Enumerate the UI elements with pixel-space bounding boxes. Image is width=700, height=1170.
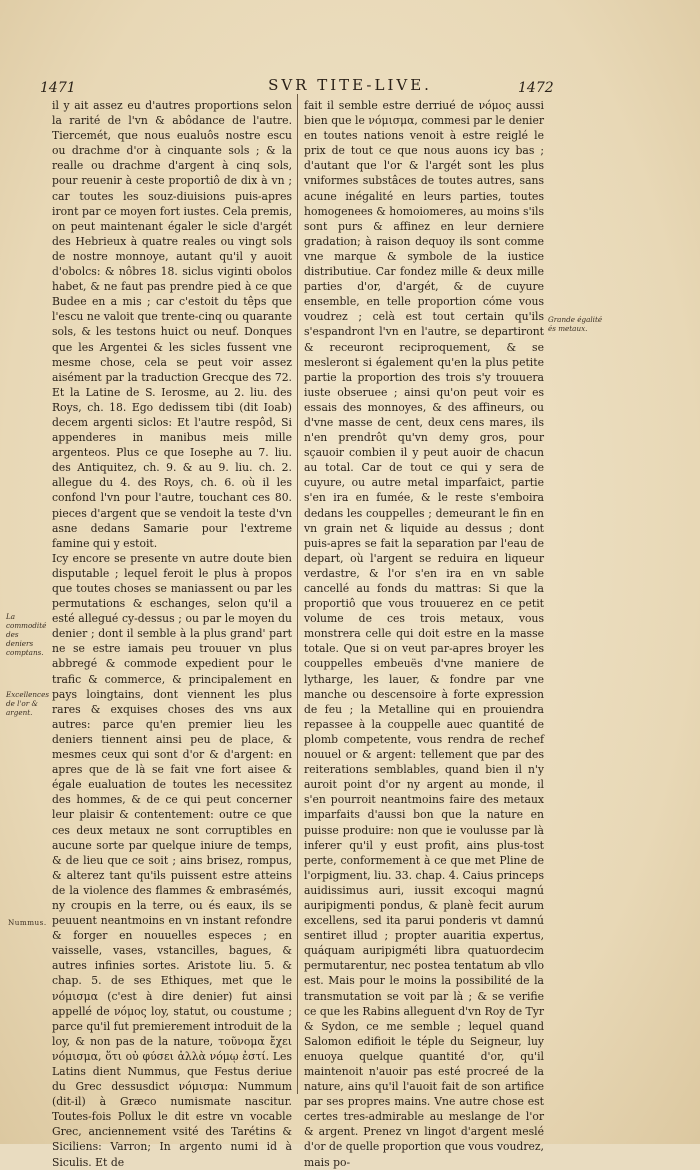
right-paragraph-1: fait il semble estre derriué de νόμος aussi bien que le νόμισμα, commesi par le denier en toutes nations venoit à estre reiglé le prix de tout ce que nous auons icy bas ; d'autant que l'or & l'argét sont les plus vniformes substâces de toutes autres, sans acune inégalité en leurs parties, toutes homogenees & homoiomeres, au moins s'ils sont purs & affinez en leur derniere gradation; à raison dequoy ils sont comme vne marque & symbole de la iustice distributiue. Car fondez mille & deux mille parties d'or, d'argét, & de cuyure ensemble, en telle proportion cóme vous voudrez ; celà est tout certain qu'ils s'espandront l'vn en l'autre, se departiront & receuront reciproquement, & se mesleront si également qu'en la plus petite partie la proportion des trois s'y trouuera iuste obseruee ; ainsi qu'on peut voir es essais des monnoyes, & des affineurs, ou d'vne masse de cent, deux cens mares, ils n'en prendrôt qu'vn demy gros, pour sçauoir combien il y peut auoir de chacun au total. Car de tout ce qui y sera de cuyure, ou autre metal imparfaict, partie s'en ira en fumée, & le reste s'emboira dedans les couppelles ; demeurant le fin en vn grain net & liquide au dessus ; dont puis-apres se fait la separation par l'eau de depart, où l'argent se reduira en liqueur verdastre, & l'or s'en ira en vn sable cancellé au fonds du mattras: Si que la proportiô que vous trouuerez en ce petit volume de ces trois metaux, vous monstrera celle qui doit estre en la masse totale. Que si on veut par-apres broyer les couppelles embeuës d'vne maniere de lytharge, les lauer, & fondre par vne manche ou descensoire à forte expression de feu ; la Metalline qui en prouiendra repassee à la couppelle auec quantité de plomb competente, vous rendra de rechef nouuel or & argent: tellement que par des reiterations semblables, quand bien il n'y auroit point d'or ny argent au monde, il s'en pourroit neantmoins faire des metaux imparfaits d'aussi bon que la nature en puisse produire: non que ie voulusse par là inferer qu'il y eust profit, ains plus-tost perte, conformement à ce que met Pline de l'orpigment, liu. 33. chap. 4. Caius princeps auidissimus auri, iussit excoqui magnú auripigmenti pondus, & planè fecit aurum excellens, sed ita parui ponderis vt damnú sentiret illud ; propter auaritia expertus, quáquam auripigméti libra quatuordecim permutarentur, nec postea tentatum ab vllo est. Mais pour le moins la possibilité de la transmutation se voit par là ; & se verifie ce que les Rabins alleguent d'vn Roy de Tyr & Sydon, ce me semble ; lequel quand Salomon edifioit le téple du Seigneur, luy enuoya quelque quantité d'or, qu'il maintenoit n'auoir pas esté procreé de la nature, ains qu'il l'auoit fait de son artifice par ses propres mains. Vne autre chose est certes tres-admirable au meslange de l'or & argent. Prenez vn lingot d'argent meslé d'or de quelle proportion que vous voudrez, mais po- [304, 99, 544, 1169]
running-head [0, 74, 700, 98]
page-number-left: 1471 [40, 80, 76, 96]
margin-note-nummus: Nummus. [8, 918, 47, 927]
running-title: SVR TITE-LIVE. [268, 76, 432, 94]
left-paragraph-2: Icy encore se presente vn autre doute bien disputable ; lequel feroit le plus à propos que toutes choses se maniassent ou par les permutations & eschanges, selon qu'il a esté allegué cy-dessus ; ou par le moyen du denier ; dont il semble à la plus grand' part ne se estre iamais peu trouuer vn plus abbregé & commode expedient pour le trafic & commerce, & principalement en pays loingtains, dont viennent les plus rares & exquises choses des vns aux autres: parce qu'en premier lieu les deniers tiennent ainsi peu de place, & mesmes ceux qui sont d'or & d'argent: en apres que de là se fait vne fort aisee & égale eualuation de toutes les necessitez des hommes, & de ce qui peut concerner leur plaisir & contentement: outre ce que ces deux metaux ne sont corruptibles en aucune sorte par quelque iniure de temps, & de lieu que ce soit ; ains brisez, rompus, & alterez tant qu'ils puissent estre atteins de la violence des flammes & embrasémés, ny croupis en la terre, ou és eaux, ils se peuuent neantmoins en vn instant refondre & forger en nouuelles especes ; en vaisselle, vases, vstancilles, bagues, & autres infinies sortes. Aristote liu. 5. & chap. 5. de ses Ethiques, met que le νόμισμα (c'est à dire denier) fut ainsi appellé de νόμος loy, statut, ou coustume ; parce qu'il fut premierement introduit de la loy, & non pas de la nature, τοῦνομα ἔχει νόμισμα, ὅτι οὐ φύσει ἀλλὰ νόμῳ ἐστί. Les Latins dient Nummus, que Festus deriue du Grec dessusdict νόμισμα: Nummum (dit-il) à Græco numismate nascitur. Toutes-fois Pollux le dit estre vn vocable Grec, anciennement vsité des Tarétins & Siciliens: Varron; In argento numi id à Siculis. Et de [52, 551, 292, 1169]
page-number-right: 1472 [518, 80, 554, 96]
left-paragraph-1: il y ait assez eu d'autres proportions selon la rarité de l'vn & abôdance de l'autre. Tiercemét, que nous eualuôs nostre escu ou drachme d'or à cinquante sols ; & la realle ou drachme d'argent à cinq sols, pour reuenir à ceste proportiô de dix à vn ; car toutes les souz-diuisions puis-apres iront par ce moyen fort iustes. Cela premis, on peut maintenant égaler le sicle d'argét des Hebrieux à quatre reales ou vingt sols de nostre monnoye, autant qu'il y auoit d'obolcs: & nôbres 18. siclus viginti obolos habet, & ne faut pas prendre pied à ce que Budee en a mis ; car c'estoit du têps que l'escu ne valoit que trente-cinq ou quarante sols, & les testons huict ou neuf. Donques que les Argentei & les sicles fussent vne mesme chose, cela se peut voir assez aisément par la traduction Grecque des 72. Et la Latine de S. Ierosme, au 2. liu. des Roys, ch. 18. Ego dedissem tibi (dit Ioab) decem argenti siclos: Et l'autre respôd, Si appenderes in manibus meis mille argenteos. Plus ce que Iosephe au 7. liu. des Antiquitez, ch. 9. & au 9. liu. ch. 2. allegue du 4. des Roys, ch. 6. où il les confond l'vn pour l'autre, touchant ces 80. pieces d'argent que se vendoit la teste d'vn asne dedans Samarie pour l'extreme famine qui y estoit. [52, 99, 292, 550]
right-column [304, 98, 544, 1170]
margin-note-excellences: Excellences de l'or & argent. [6, 690, 50, 717]
margin-note-egalite: Grande égalité és metaux. [548, 315, 603, 333]
left-column [52, 98, 292, 1170]
column-divider [297, 94, 298, 1094]
margin-note-deniers: La commodité des deniers comptans. [6, 612, 47, 657]
